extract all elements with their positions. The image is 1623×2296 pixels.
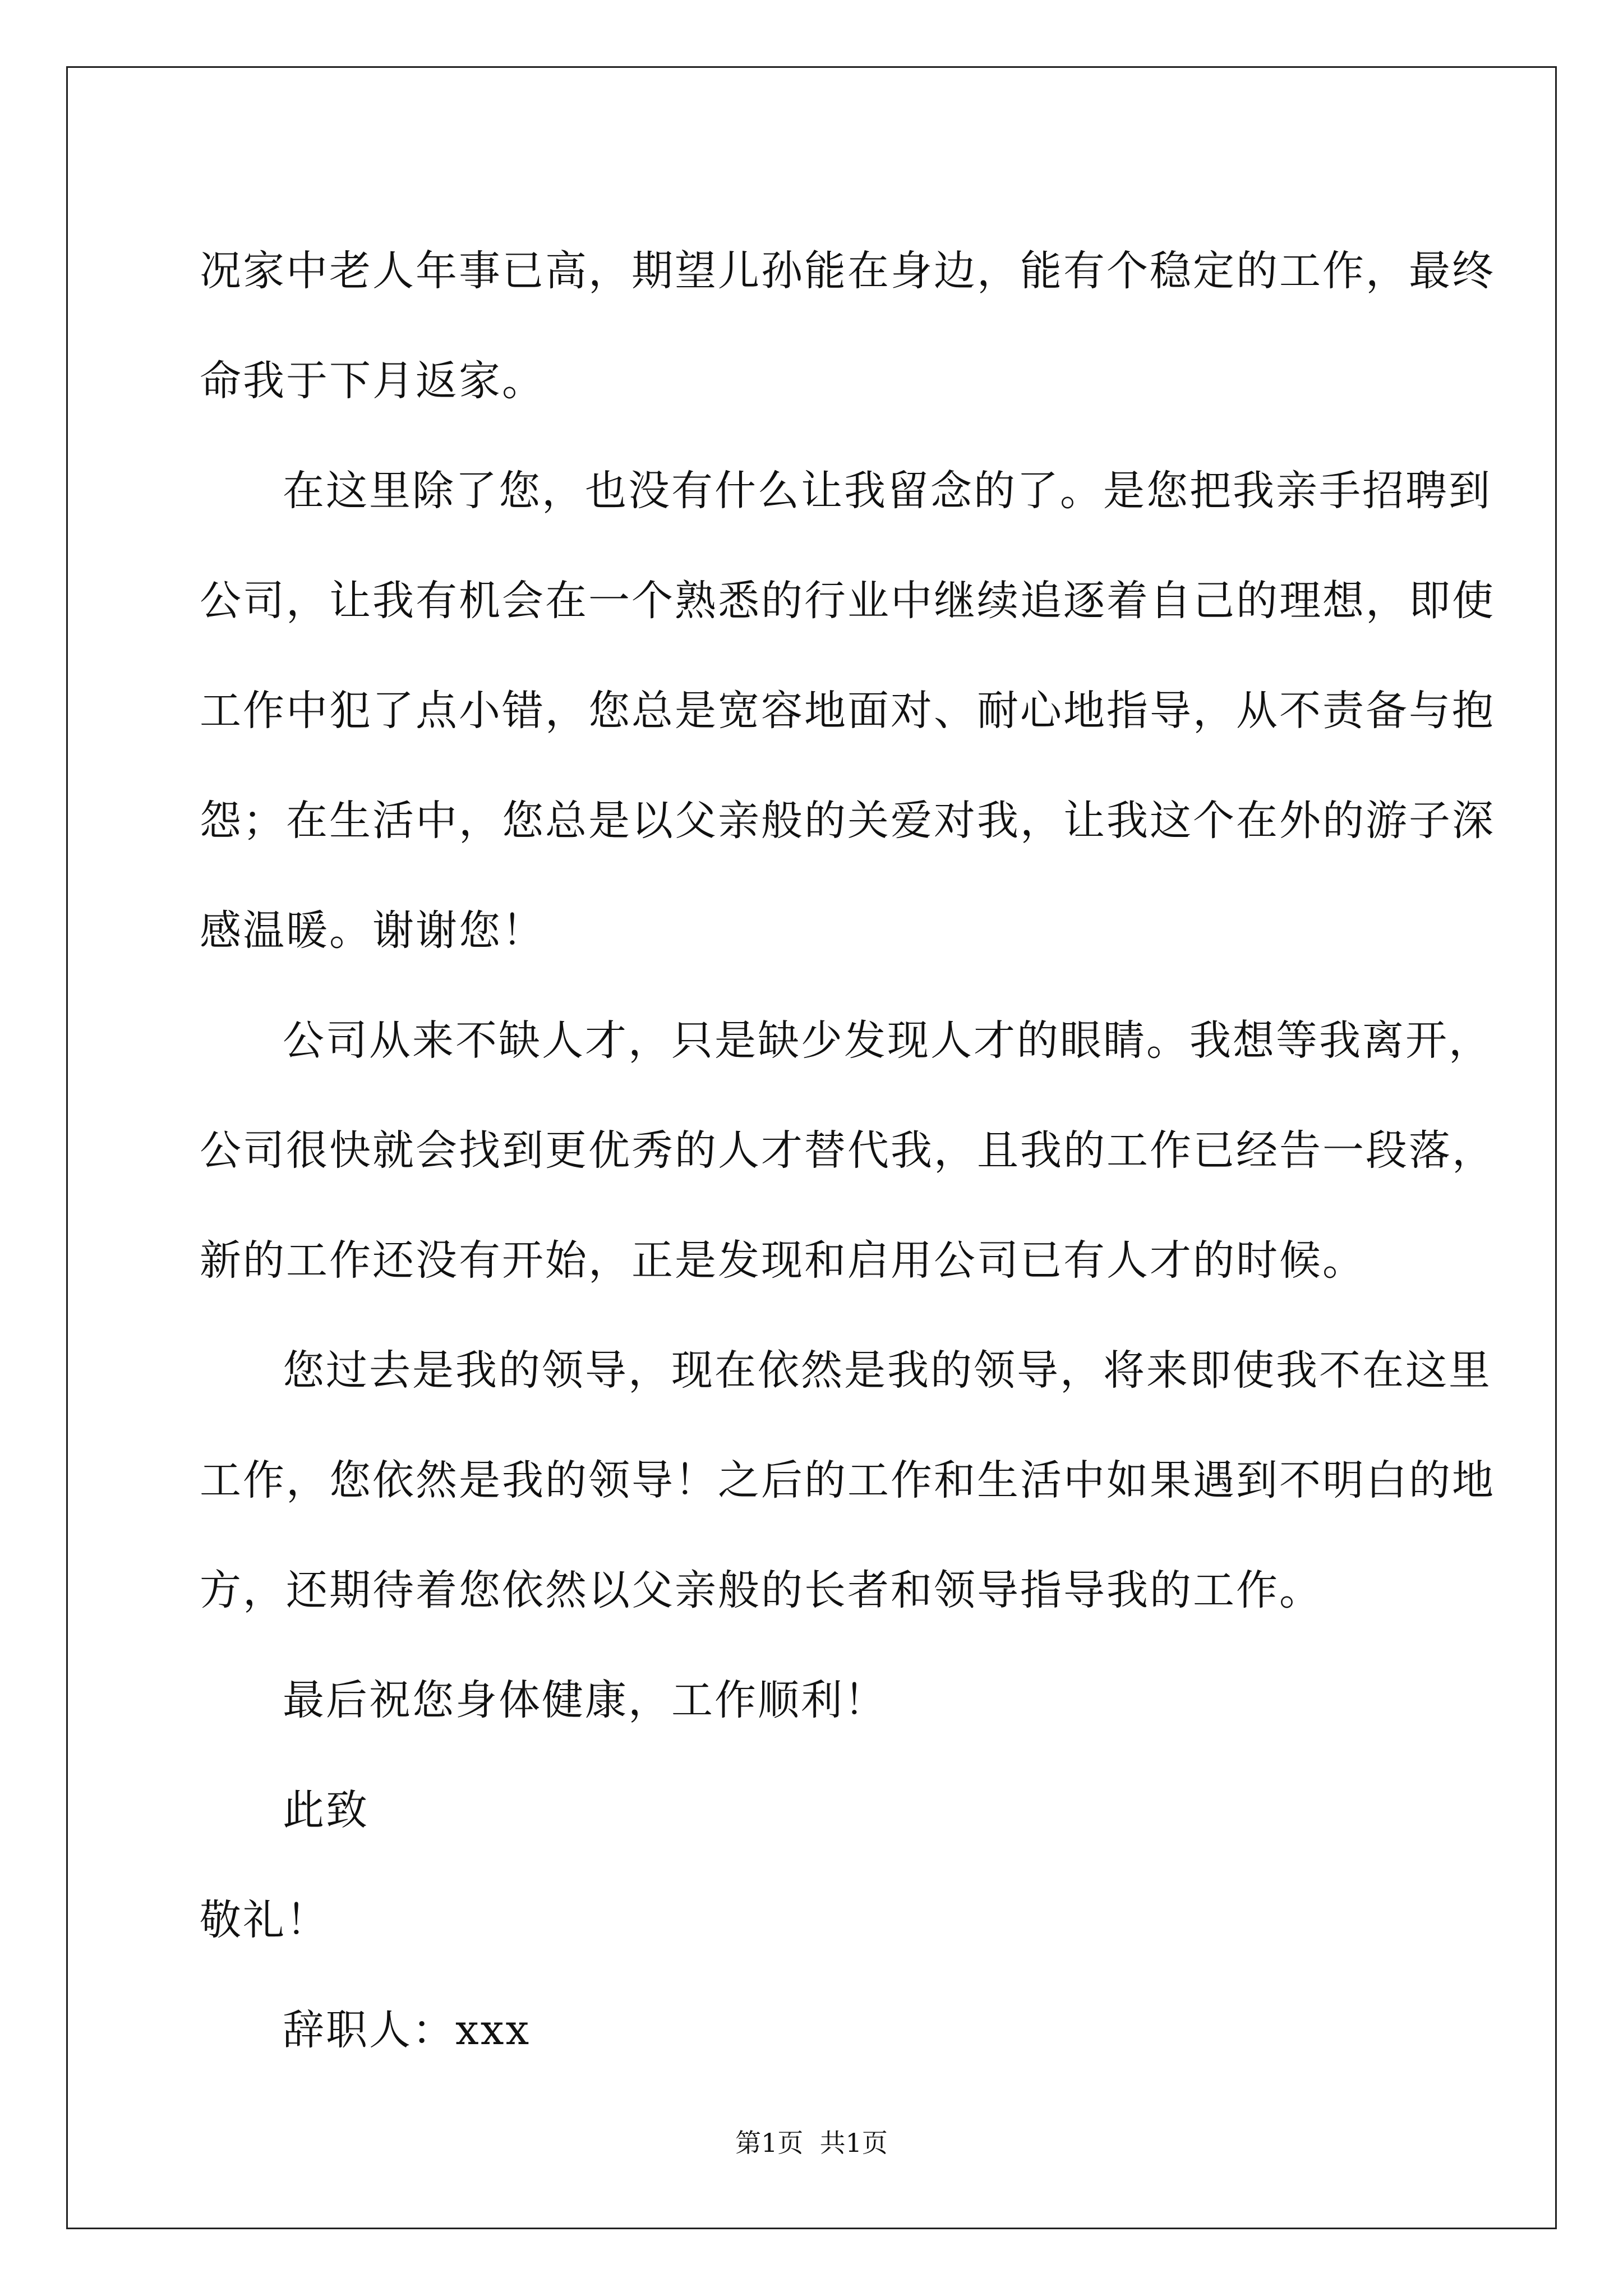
text-line: 工作，您依然是我的领导！之后的工作和生活中如果遇到不明白的地 (200, 1456, 1495, 1504)
text-line: 公司很快就会找到更优秀的人才替代我，且我的工作已经告一段落， (200, 1126, 1495, 1175)
page-footer (0, 2126, 1623, 2160)
text-line: 公司，让我有机会在一个熟悉的行业中继续追逐着自己的理想，即使 (200, 577, 1495, 625)
text-line: 新的工作还没有开始，正是发现和启用公司已有人才的时候。 (200, 1236, 1366, 1285)
text-line: 命我于下月返家。 (200, 357, 545, 405)
letter-body (200, 216, 1495, 2085)
text-line: 况家中老人年事已高，期望儿孙能在身边，能有个稳定的工作，最终 (200, 247, 1495, 295)
salutation-jing-li: 敬礼！ (200, 1896, 329, 1944)
paragraph-line: 在这里除了您，也没有什么让我留念的了。是您把我亲手招聘到 (283, 467, 1492, 515)
page-number: 第1页 共1页 (735, 2128, 888, 2158)
text-line: 感温暖。谢谢您！ (200, 907, 545, 955)
text-line: 工作中犯了点小错，您总是宽容地面对、耐心地指导，从不责备与抱 (200, 687, 1495, 735)
paragraph-line: 公司从来不缺人才，只是缺少发现人才的眼睛。我想等我离开， (283, 1016, 1492, 1065)
text-line: 怨；在生活中，您总是以父亲般的关爱对我，让我这个在外的游子深 (200, 797, 1495, 845)
text-line: 方，还期待着您依然以父亲般的长者和领导指导我的工作。 (200, 1566, 1322, 1614)
paragraph-line: 您过去是我的领导，现在依然是我的领导，将来即使我不在这里 (283, 1346, 1492, 1395)
signature-line: 辞职人：xxx (283, 2006, 531, 2054)
salutation-ci-zhi: 此致 (283, 1786, 369, 1834)
closing-wish: 最后祝您身体健康，工作顺利！ (283, 1676, 887, 1724)
